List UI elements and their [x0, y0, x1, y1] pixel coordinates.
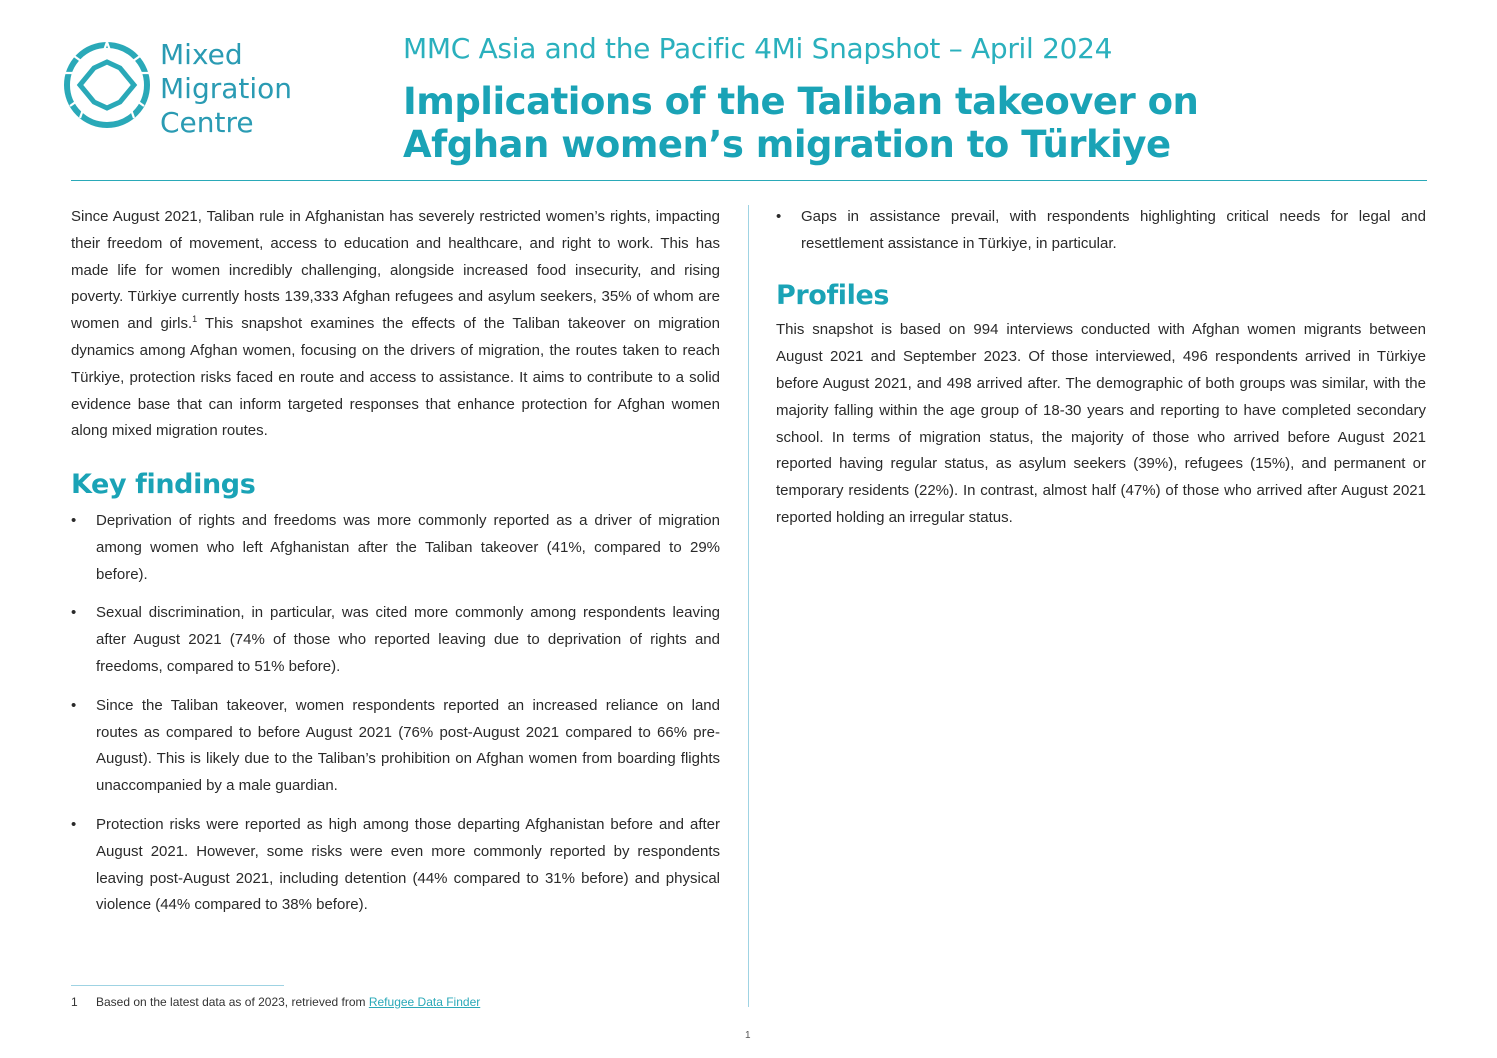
report-title: Implications of the Taliban takeover on Afghan women’s migration to Türkiye — [403, 80, 1199, 166]
logo-line-2: Migration — [160, 72, 293, 105]
logo-line-1: Mixed — [160, 38, 243, 71]
list-item: • Since the Taliban takeover, women respondents reported an increased reliance on land routes as compared to before August 2021 (76% post-August 2021 compared to 66% pre-August). This is likely due to the Taliban’s prohibition on Afghan women from boarding flights unaccompanied by a male guardian. — [71, 693, 720, 800]
left-column — [71, 204, 720, 919]
profiles-paragraph: This snapshot is based on 994 interviews conducted with Afghan women migrants between August 2021 and September 2023. Of those interviewed, 496 respondents arrived in Türkiye before August 2021, and 498 arrived after. The demographic of both groups was similar, with the majority falling within the age group of 18-30 years and reporting to have completed secondary school. In terms of migration status, the majority of those who arrived before August 2021 reported having regular status, as asylum seekers (39%), refugees (15%), and permanent or temporary residents (22%). In contrast, almost half (47%) of those who arrived after August 2021 reported holding an irregular status. — [776, 321, 1426, 526]
list-item: • Deprivation of rights and freedoms was more commonly reported as a driver of migration among women who left Afghanistan after the Taliban takeover (41%, compared to 29% before). — [71, 508, 720, 588]
list-item: • Gaps in assistance prevail, with respondents highlighting critical needs for legal and resettlement assistance in Türkiye, in particular. — [776, 204, 1426, 258]
key-findings-list — [71, 508, 720, 919]
intro-text-1: Since August 2021, Taliban rule in Afghanistan has severely restricted women’s rights, impacting their freedom of movement, access to education and healthcare, and right to work. This has made life for women incredibly challenging, alongside increased food insecurity, and rising poverty. Türkiye currently hosts 139,333 Afghan refugees and asylum seekers, 35% of whom are women and girls. — [71, 208, 720, 333]
list-item: • Sexual discrimination, in particular, was cited more commonly among respondents leaving after August 2021 (74% of those who reported leaving due to deprivation of rights and freedoms, compared to 51% before). — [71, 600, 720, 680]
logo-wordmark — [160, 38, 292, 140]
key-findings-list-continued — [776, 204, 1426, 258]
header-rule — [71, 180, 1427, 181]
report-subtitle: MMC Asia and the Pacific 4Mi Snapshot – April 2024 — [403, 32, 1113, 65]
footnote-rule — [71, 985, 284, 986]
footnote — [71, 995, 480, 1009]
list-item: • Protection risks were reported as high among those departing Afghanistan before and after August 2021. However, some risks were even more commonly reported by respondents leaving post-August 2021, including detention (44% compared to 31% before) and physical violence (44% compared to 38% before). — [71, 812, 720, 919]
page-number: 1 — [745, 1030, 751, 1041]
mmc-logo — [60, 38, 320, 139]
intro-paragraph — [71, 204, 720, 445]
logo-line-3: Centre — [160, 106, 254, 139]
footnote-text: Based on the latest data as of 2023, retrieved from — [96, 995, 369, 1009]
column-divider — [748, 205, 749, 1007]
profiles-heading: Profiles — [776, 279, 890, 311]
key-findings-heading: Key findings — [71, 469, 256, 501]
mmc-circular-logo-icon — [60, 38, 154, 132]
footnote-number: 1 — [71, 995, 78, 1009]
right-column — [776, 204, 1426, 532]
intro-text-2: This snapshot examines the effects of the Taliban takeover on migration dynamics among Afghan women, focusing on the drivers of migration, the routes taken to reach Türkiye, protection risks faced en route and access to assistance. It aims to contribute to a solid evidence base that can inform targeted responses that enhance protection for Afghan women along mixed migration routes. — [71, 315, 720, 440]
footnote-ref[interactable]: 1 — [192, 314, 198, 325]
refugee-data-finder-link[interactable]: Refugee Data Finder — [368, 995, 481, 1009]
